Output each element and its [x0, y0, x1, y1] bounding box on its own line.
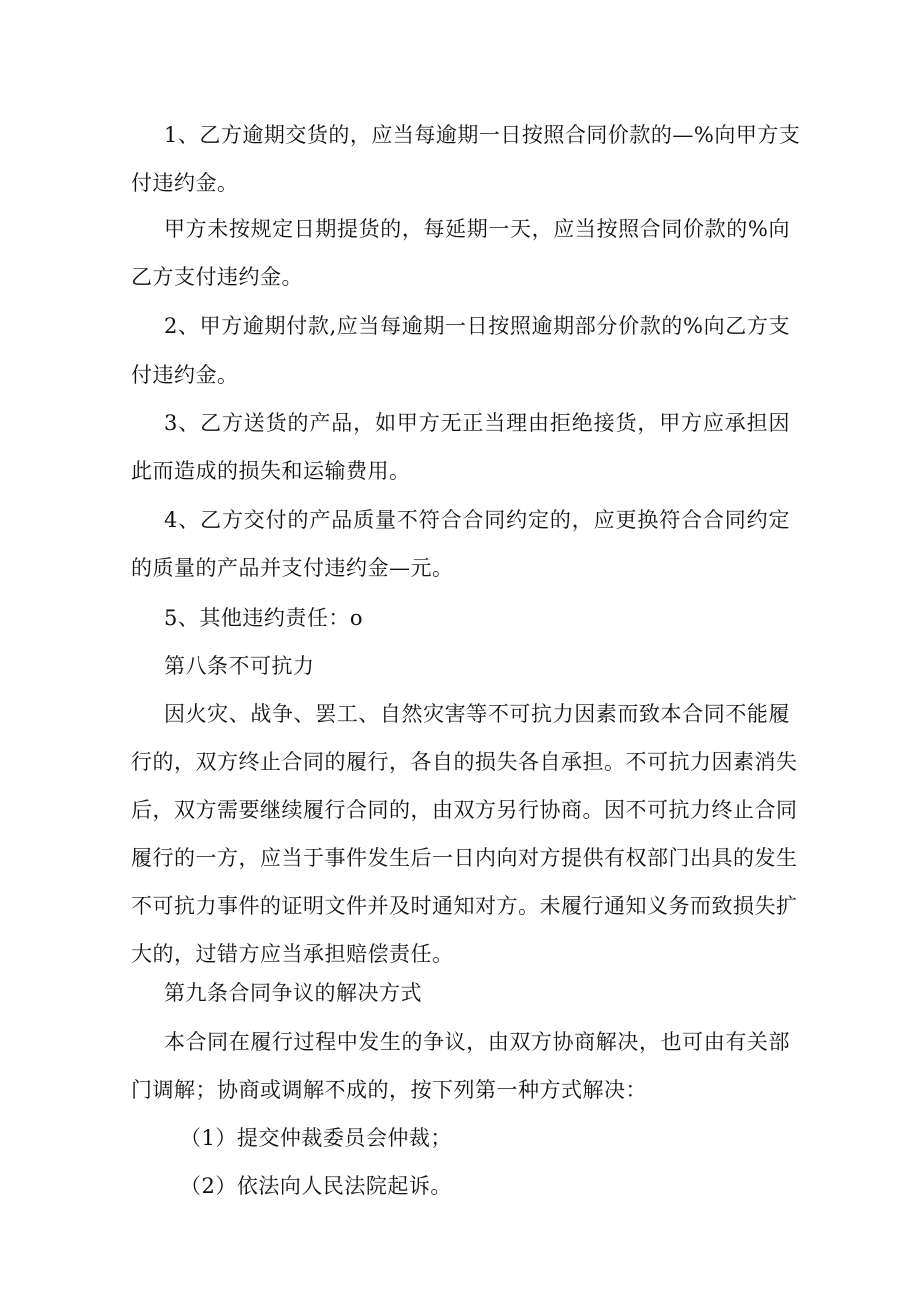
article-8-line-5: 不可抗力事件的证明文件并及时通知对方。未履行通知义务而致损失扩	[131, 894, 798, 918]
article-8-line-4: 履行的一方，应当于事件发生后一日内向对方提供有权部门出具的发生	[131, 846, 798, 870]
paragraph-2-line-2: 乙方支付违约金。	[131, 265, 303, 289]
article-9-heading: 第九条合同争议的解决方式	[164, 981, 422, 1005]
paragraph-3-line-2: 付违约金。	[131, 363, 239, 387]
paragraph-3-line-1: 2、甲方逾期付款,应当每逾期一日按照逾期部分价款的%向乙方支	[164, 314, 790, 338]
option-2: （2）依法向人民法院起诉。	[180, 1174, 452, 1198]
paragraph-2-line-1: 甲方未按规定日期提货的，每延期一天，应当按照合同价款的%向	[164, 217, 790, 241]
paragraph-1-line-1: 1、乙方逾期交货的，应当每逾期一日按照合同价款的—%向甲方支	[164, 123, 801, 147]
article-8-line-1: 因火灾、战争、罢工、自然灾害等不可抗力因素而致本合同不能履	[164, 702, 790, 726]
paragraph-5-line-2: 的质量的产品并支付违约金—元。	[131, 556, 454, 580]
article-8-line-2: 行的，双方终止合同的履行，各自的损失各自承担。不可抗力因素消失	[131, 750, 798, 774]
paragraph-5-line-1: 4、乙方交付的产品质量不符合合同约定的，应更换符合合同约定	[164, 508, 790, 532]
article-8-line-6: 大的，过错方应当承担赔偿责任。	[131, 942, 454, 966]
article-8-heading: 第八条不可抗力	[164, 654, 315, 678]
option-1: （1）提交仲裁委员会仲裁；	[180, 1126, 452, 1150]
article-9-line-1: 本合同在履行过程中发生的争议，由双方协商解决，也可由有关部	[164, 1030, 790, 1054]
article-8-line-3: 后，双方需要继续履行合同的，由双方另行协商。因不可抗力终止合同	[131, 798, 798, 822]
paragraph-4-line-1: 3、乙方送货的产品，如甲方无正当理由拒绝接货，甲方应承担因	[164, 411, 790, 435]
paragraph-4-line-2: 此而造成的损失和运输费用。	[131, 459, 411, 483]
paragraph-1-line-2: 付违约金。	[131, 171, 239, 195]
article-9-line-2: 门调解；协商或调解不成的，按下列第一种方式解决：	[131, 1078, 647, 1102]
paragraph-6-line-1: 5、其他违约责任：o	[164, 606, 364, 630]
